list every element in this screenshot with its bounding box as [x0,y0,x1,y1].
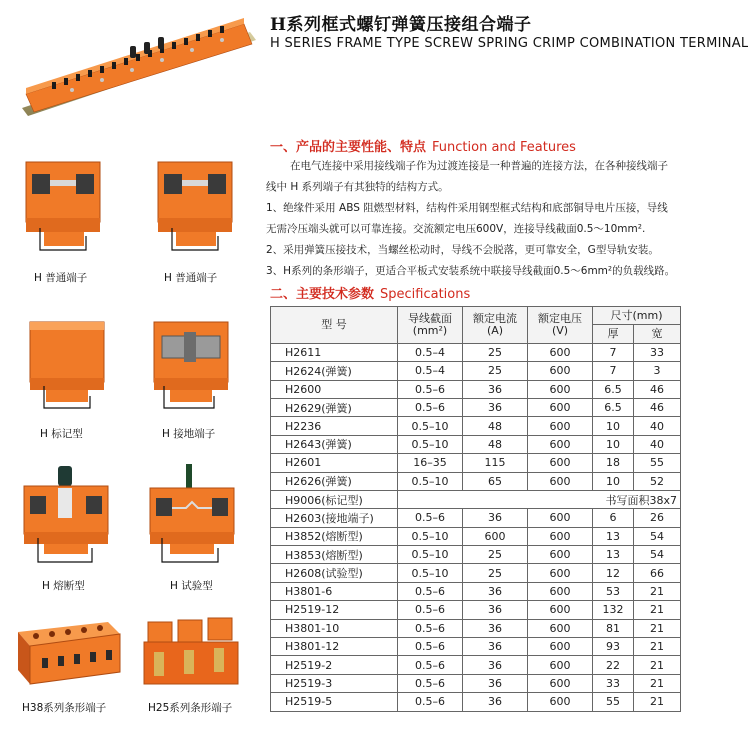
cell-wire: 0.5–10 [398,527,463,545]
cell-current: 36 [463,656,528,674]
cell-thickness: 10 [593,435,634,453]
col-header-current-unit: (A) [486,323,504,337]
features-heading [270,136,576,155]
cell-width: 54 [634,546,681,564]
cell-thickness: 132 [593,601,634,619]
features-line: 在电气连接中采用接线端子作为过渡连接是一种普遍的连接方法，在各种接线端子 [290,160,668,172]
cell-wire: 0.5–6 [398,398,463,416]
cell-wire: 0.5–4 [398,362,463,380]
cell-voltage: 600 [528,656,593,674]
cell-wire: 0.5–6 [398,380,463,398]
cell-current: 36 [463,582,528,600]
cell-voltage: 600 [528,619,593,637]
cell-current: 65 [463,472,528,490]
cell-wire: 16–35 [398,454,463,472]
col-header-wire-unit: (mm²) [412,323,448,337]
cell-current: 36 [463,601,528,619]
normal-terminal-image [154,158,236,256]
cell-wire: 0.5–4 [398,343,463,361]
cell-current: 25 [463,343,528,361]
features-heading-en: Function and Features [432,140,576,155]
cell-wire: 0.5–6 [398,693,463,711]
fuse-terminal-image [20,462,112,568]
cell-current: 115 [463,454,528,472]
features-line: 线中 H 系列端子有其独特的结构方式。 [266,181,449,193]
features-line: 2、采用弹簧压接技术，当螺丝松动时，导线不会脱落，更可靠安全，G型导轨安装。 [266,244,659,256]
cell-current: 36 [463,693,528,711]
cell-voltage: 600 [528,674,593,692]
cell-thickness: 22 [593,656,634,674]
cell-model: H2608(试验型) [271,564,398,582]
cell-thickness: 6 [593,509,634,527]
cell-wire: 0.5–10 [398,472,463,490]
cell-wire: 0.5–6 [398,656,463,674]
cell-thickness: 13 [593,546,634,564]
cell-thickness: 93 [593,638,634,656]
cell-width: 46 [634,398,681,416]
cell-model: H2601 [271,454,398,472]
col-header-thickness: 厚 [593,325,634,343]
cell-voltage: 600 [528,362,593,380]
col-header-width: 宽 [634,325,681,343]
table-row [271,564,681,582]
table-row [271,527,681,545]
specs-heading-en: Specifications [380,287,471,302]
features-line: 3、H系列的条形端子，更适合平板式安装系统中联接导线截面0.5～6mm²的负载线路。 [266,265,676,277]
cell-thickness: 53 [593,582,634,600]
cell-voltage: 600 [528,564,593,582]
cell-current: 36 [463,380,528,398]
table-row [271,674,681,692]
cell-width: 40 [634,417,681,435]
cell-wire: 0.5–6 [398,509,463,527]
col-header-voltage [528,307,593,344]
features-heading-cn: 一、产品的主要性能、特点 [270,140,427,155]
cell-model: H2611 [271,343,398,361]
normal-terminal-image [22,158,104,256]
cell-current: 48 [463,435,528,453]
page-subtitle: H SERIES FRAME TYPE SCREW SPRING CRIMP COMBINATION TERMINAL [270,36,748,51]
thumb-label: H25系列条形端子 [148,702,233,714]
cell-thickness: 55 [593,693,634,711]
cell-thickness: 13 [593,527,634,545]
col-header-voltage-unit: (V) [551,323,569,337]
features-line: 无需冷压端头就可以可靠连接。交流额定电压600V，连接导线截面0.5～10mm². [266,223,646,235]
cell-model: H2603(接地端子) [271,509,398,527]
cell-width: 66 [634,564,681,582]
table-row [271,638,681,656]
ground-terminal-image [150,318,232,414]
cell-voltage: 600 [528,435,593,453]
table-row [271,490,681,508]
cell-wire: 0.5–6 [398,582,463,600]
cell-model: H3853(熔断型) [271,546,398,564]
cell-model: H9006(标记型) [271,490,398,508]
thumb-label: H 标记型 [40,428,83,440]
col-header-model: 型 号 [271,307,398,344]
cell-model: H3852(熔断型) [271,527,398,545]
cell-model: H2519-12 [271,601,398,619]
cell-voltage: 600 [528,527,593,545]
cell-model: H2600 [271,380,398,398]
cell-model: H3801-6 [271,582,398,600]
col-header-current [463,307,528,344]
cell-thickness: 10 [593,472,634,490]
cell-wire: 0.5–6 [398,601,463,619]
test-terminal-image [146,462,238,568]
table-row [271,398,681,416]
col-header-current-label: 额定电流 [473,311,517,325]
col-header-size: 尺寸(mm) [593,307,681,325]
cell-width: 21 [634,601,681,619]
col-header-wire-label: 导线截面 [408,311,452,325]
col-header-wire [398,307,463,344]
cell-note: 书写面积38x7 [398,490,681,508]
features-line: 1、绝缘件采用 ABS 阻燃型材料，结构件采用钢型框式结构和底部铜导电片压接，导线 [266,202,668,214]
cell-voltage: 600 [528,638,593,656]
cell-model: H2624(弹簧) [271,362,398,380]
thumb-label: H 普通端子 [164,272,218,284]
cell-thickness: 81 [593,619,634,637]
cell-width: 21 [634,582,681,600]
cell-thickness: 10 [593,417,634,435]
cell-model: H2519-5 [271,693,398,711]
cell-current: 36 [463,619,528,637]
cell-model: H2236 [271,417,398,435]
cell-width: 21 [634,656,681,674]
cell-width: 54 [634,527,681,545]
cell-model: H2629(弹簧) [271,398,398,416]
table-row [271,380,681,398]
page-title: H系列框式螺钉弹簧压接组合端子 [270,15,532,35]
col-header-voltage-label: 额定电压 [538,311,582,325]
table-row [271,619,681,637]
cell-voltage: 600 [528,417,593,435]
cell-model: H2643(弹簧) [271,435,398,453]
cell-voltage: 600 [528,601,593,619]
cell-wire: 0.5–6 [398,638,463,656]
cell-current: 600 [463,527,528,545]
cell-thickness: 7 [593,362,634,380]
cell-width: 52 [634,472,681,490]
cell-model: H3801-10 [271,619,398,637]
thumb-label: H 试验型 [170,580,213,592]
table-row [271,582,681,600]
cell-width: 21 [634,619,681,637]
cell-thickness: 6.5 [593,380,634,398]
cell-current: 36 [463,638,528,656]
cell-width: 21 [634,674,681,692]
table-row [271,546,681,564]
thumb-label: H 熔断型 [42,580,85,592]
cell-width: 21 [634,693,681,711]
cell-width: 26 [634,509,681,527]
cell-width: 21 [634,638,681,656]
cell-width: 55 [634,454,681,472]
cell-width: 40 [634,435,681,453]
table-row [271,454,681,472]
cell-model: H2519-2 [271,656,398,674]
table-row [271,435,681,453]
cell-wire: 0.5–10 [398,546,463,564]
cell-wire: 0.5–10 [398,435,463,453]
cell-voltage: 600 [528,693,593,711]
cell-current: 25 [463,564,528,582]
cell-wire: 0.5–10 [398,417,463,435]
cell-thickness: 33 [593,674,634,692]
thumb-label: H 普通端子 [34,272,88,284]
table-row [271,472,681,490]
cell-width: 46 [634,380,681,398]
table-row [271,693,681,711]
cell-wire: 0.5–6 [398,674,463,692]
specs-heading-cn: 二、主要技术参数 [270,287,375,302]
h25-strip-terminal-image [140,614,244,694]
cell-thickness: 18 [593,454,634,472]
cell-wire: 0.5–6 [398,619,463,637]
cell-model: H3801-12 [271,638,398,656]
cell-wire: 0.5–10 [398,564,463,582]
cell-current: 36 [463,398,528,416]
cell-thickness: 6.5 [593,398,634,416]
cell-voltage: 600 [528,398,593,416]
thumb-label: H 接地端子 [162,428,216,440]
cell-current: 36 [463,509,528,527]
cell-current: 25 [463,362,528,380]
cell-thickness: 12 [593,564,634,582]
cell-current: 25 [463,546,528,564]
cell-model: H2519-3 [271,674,398,692]
cell-current: 36 [463,674,528,692]
cell-voltage: 600 [528,343,593,361]
cell-voltage: 600 [528,472,593,490]
table-row [271,509,681,527]
cell-thickness: 7 [593,343,634,361]
cell-voltage: 600 [528,454,593,472]
marker-terminal-image [26,318,108,414]
table-row [271,362,681,380]
cell-voltage: 600 [528,509,593,527]
cell-voltage: 600 [528,380,593,398]
table-row [271,417,681,435]
h38-strip-terminal-image [12,618,124,692]
table-row [271,656,681,674]
cell-voltage: 600 [528,582,593,600]
cell-current: 48 [463,417,528,435]
specs-table [270,306,681,712]
cell-voltage: 600 [528,546,593,564]
thumb-label: H38系列条形端子 [22,702,107,714]
cell-width: 3 [634,362,681,380]
table-row [271,343,681,361]
terminal-rail-image [12,10,262,120]
cell-width: 33 [634,343,681,361]
table-row [271,601,681,619]
specs-heading [270,283,470,302]
cell-model: H2626(弹簧) [271,472,398,490]
